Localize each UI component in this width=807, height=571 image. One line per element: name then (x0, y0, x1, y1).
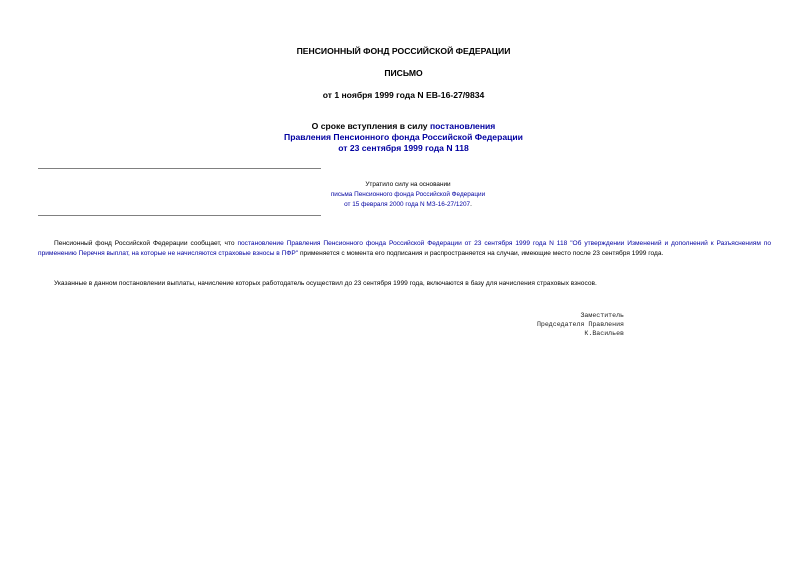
annotation-line-1: Утратило силу на основании (365, 181, 451, 188)
signature-name: К.Васильев (584, 330, 624, 337)
signature-title-1: Заместитель (580, 312, 624, 319)
subject-prefix: О сроке вступления в силу (311, 121, 430, 131)
document-type: ПИСЬМО (384, 68, 423, 78)
subject-link-3[interactable]: от 23 сентября 1999 года N 118 (338, 143, 469, 153)
body-paragraph-1 (38, 239, 771, 259)
p2-text: Указанные в данном постановлении выплаты, начисление которых работодатель осуществил до 23 сентября 1999 года, включаются в базу для начисления страховых взносов. (54, 280, 597, 287)
annotation-bottom-rule (38, 215, 321, 216)
subject-link-2[interactable]: Правления Пенсионного фонда Российской Федерации (284, 132, 523, 142)
resolution-link[interactable]: постановление Правления Пенсионного фонда Российской Федерации от 23 сентября 1999 года N 118 "Об утверждении Изменений и дополнений к Разъяснениям по применению Перечня выплат, на которые не начисляются страховые взносы в ПФР" (38, 240, 771, 257)
subject-line-1 (0, 121, 807, 132)
annotation-top-rule (38, 168, 321, 169)
annotation-line-3 (308, 200, 508, 209)
p1-start: Пенсионный фонд Российской Федерации сообщает, что (54, 240, 238, 247)
annotation-link-2[interactable]: от 15 февраля 2000 года N МЗ-16-27/1207 (344, 201, 471, 208)
subject-link-1[interactable]: постановления (429, 121, 496, 131)
annotation-suffix: . (470, 201, 472, 208)
document-date-number: от 1 ноября 1999 года N ЕВ-16-27/9834 (322, 90, 485, 100)
body-paragraph-2 (38, 279, 771, 289)
annotation-link-1[interactable]: письма Пенсионного фонда Российской Федерации (330, 191, 486, 198)
p1-end: применяется с момента его подписания и распространяется на случаи, имеющие место после 23 сентября 1999 года. (298, 250, 664, 257)
signature-title-2: Председателя Правления (536, 321, 624, 328)
issuer-title: ПЕНСИОННЫЙ ФОНД РОССИЙСКОЙ ФЕДЕРАЦИИ (296, 46, 511, 56)
